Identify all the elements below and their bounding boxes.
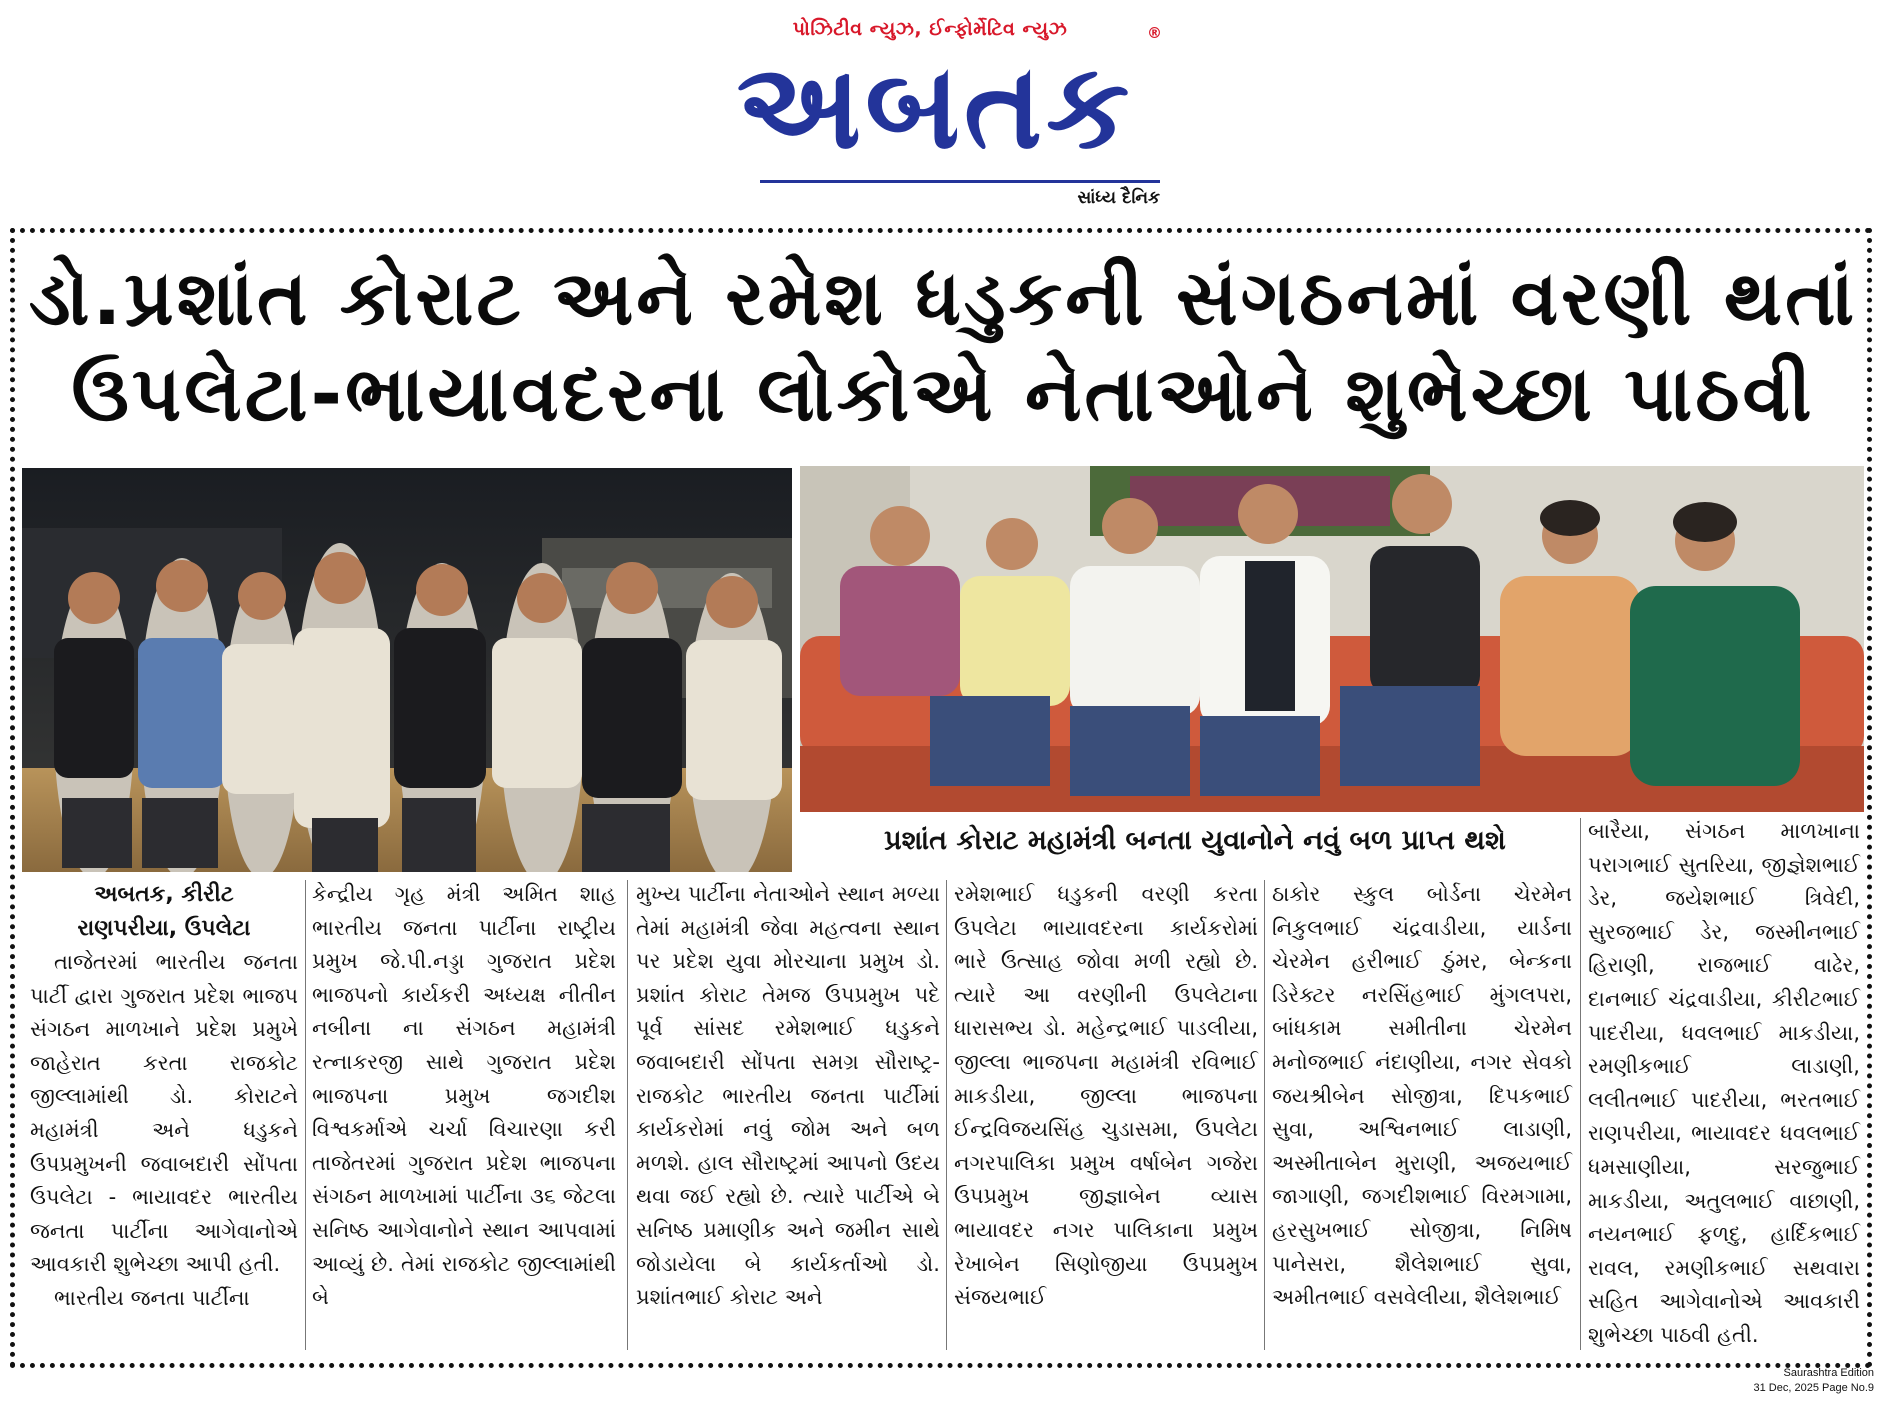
edition-info [1754,1366,1874,1396]
registered-mark: ® [1147,24,1162,42]
column-divider [1264,880,1265,1350]
byline-reporter: અબતક, કીરીટ [94,882,234,907]
masthead-subtitle: સાંધ્ય દૈનિક [1077,188,1160,208]
edition-date-page: 31 Dec, 2025 Page No.9 [1753,1382,1874,1394]
masthead-tagline: પોઝિટીવ ન્યુઝ, ઈન્ફોર્મેટિવ ન્યુઝ [792,18,1068,40]
article-paragraph: બારૈયા, સંગઠન માળખાના પરાગભાઈ સુતરિયા, જીજ્ઞેશભાઈ ડેર, જયેશભાઈ ત્રિવેદી, સુરજભાઈ ડેર, જસ્મીનભાઈ હિરાણી, રાજભાઈ વાઢેર, દાનભાઈ ચંદ્રવાડીયા, કીરીટભાઈ પાદરીયા, ધવલભાઈ માકડીયા, રમણીકભાઈ લાડાણી, લલીતભાઈ પાદરીયા, ભરતભાઈ રાણપરીયા, ભાયાવદર ધવલભાઈ ધમસાણીયા, સરજુભાઈ માકડીયા, અતુલભાઈ વાછાણી, નયનભાઈ ફળદુ, હાર્દિકભાઈ રાવલ, રમણીકભાઈ સથવારા સહિત આગેવાનોએ આવકારી શુભેચ્છા પાઠવી હતી. [1588,819,1860,1347]
article-paragraph: કેન્દ્રીય ગૃહ મંત્રી અમિત શાહ ભારતીય જનતા પાર્ટીના રાષ્ટ્રીય પ્રમુખ જે.પી.નડ્ડા ગુજરાત પ્રદેશ ભાજપનો કાર્યકરી અધ્યક્ષ નીતીન નબીના ના સંગઠન મહામંત્રી રત્નાકરજી સાથે ગુજરાત પ્રદેશ ભાજપના પ્રમુખ જગદીશ વિશ્વકર્માએ ચર્ચા વિચારણા કરી તાજેતરમાં ગુજરાત પ્રદેશ ભાજપના સંગઠન માળખામાં પાર્ટીના ૩૬ જેટલા સનિષ્ઠ આગેવાનોને સ્થાન આપવામાં આવ્યું છે. તેમાં રાજકોટ જીલ્લામાંથી બે [312,882,616,1310]
article-paragraph: રમેશભાઈ ધડુકની વરણી કરતા ઉપલેટા ભાયાવદરના કાર્યકરોમાં ભારે ઉત્સાહ જોવા મળી રહ્યો છે. ત્યારે આ વરણીની ઉપલેટાના ધારાસભ્ય ડો. મહેન્દ્રભાઈ પાડલીયા, જીલ્લા ભાજપના મહામંત્રી રવિભાઈ માકડીયા, જીલ્લા ભાજપના ઈન્દ્રવિજયસિંહ ચુડાસમા, ઉપલેટા નગરપાલિકા પ્રમુખ વર્ષાબેન ગજેરા ઉપપ્રમુખ જીજ્ઞાબેન વ્યાસ ભાયાવદર નગર પાલિકાના પ્રમુખ રેખાબેન સિણોજીયા ઉપપ્રમુખ સંજયભાઈ [954,882,1258,1310]
article-column-5 [1272,878,1572,1315]
byline-location: રાણપરીયા, ઉપલેટા [77,916,251,941]
article-column-6 [1588,815,1860,1353]
group-photo-outdoor [22,468,792,872]
newspaper-logo: અબતક [736,37,1134,175]
column-divider [946,880,947,1350]
headline-line-2: ઉપલેટા-ભાયાવદરના લોકોએ નેતાઓને શુભેચ્છા પાઠવી [71,349,1815,438]
article-paragraph: તાજેતરમાં ભારતીય જનતા પાર્ટી દ્વારા ગુજરાત પ્રદેશ ભાજપ સંગઠન માળખાને પ્રદેશ પ્રમુખે જાહેરાત કરતા રાજકોટ જીલ્લામાંથી ડો. કોરાટને મહામંત્રી અને ધડુકને ઉપપ્રમુખની જવાબદારી સોંપતા ઉપલેટા - ભાયાવદર ભારતીય જનતા પાર્ટીના આગેવાનોએ આવકારી શુભેચ્છા આપી હતી. [30,950,298,1277]
article-column-2 [312,878,616,1315]
photo-caption: પ્રશાંત કોરાટ મહામંત્રી બનતા યુવાનોને નવું બળ પ્રાપ્ત થશે [884,825,1506,856]
group-photo-indoor [800,466,1864,812]
article-column-4 [954,878,1258,1315]
headline [20,250,1866,442]
article-paragraph: મુખ્ય પાર્ટીના નેતાઓને સ્થાન મળ્યા તેમાં મહામંત્રી જેવા મહત્વના સ્થાન પર પ્રદેશ યુવા મોરચાના પ્રમુખ ડો. પ્રશાંત કોરાટ તેમજ ઉપપ્રમુખ પદે પૂર્વ સાંસદ રમેશભાઈ ધડુકને જવાબદારી સોંપતા સમગ્ર સૌરાષ્ટ્ર-રાજકોટ ભારતીય જનતા પાર્ટીમાં કાર્યકરોમાં નવું જોમ અને બળ મળશે. હાલ સૌરાષ્ટ્રમાં આપનો ઉદય થવા જઈ રહ્યો છે. ત્યારે પાર્ટીએ બે સનિષ્ઠ પ્રમાણીક અને જમીન સાથે જોડાયેલા બે કાર્યકર્તાઓ ડો. પ્રશાંતભાઈ કોરાટ અને [636,882,940,1310]
column-divider [627,880,628,1350]
article-paragraph: ઠાકોર સ્કુલ બોર્ડના ચેરમેન નિકુલભાઈ ચંદ્રવાડીયા, યાર્ડના ચેરમેન હરીભાઈ ઠુંમર, બેન્કના ડિરેક્ટર નરસિંહભાઈ મુંગલપરા, બાંધકામ સમીતીના ચેરમેન મનોજભાઈ નંદાણીયા, નગર સેવકો જયશ્રીબેન સોજીત્રા, દિપકભાઈ સુવા, અશ્વિનભાઈ લાડાણી, અસ્મીતાબેન મુરાણી, અજયભાઈ જાગાણી, જગદીશભાઈ વિરમગામા, હરસુખભાઈ સોજીત્રા, નિમિષ પાનેસરા, શૈલેશભાઈ સુવા, અમીતભાઈ વસવેલીયા, શૈલેશભાઈ [1272,882,1572,1310]
column-divider [1580,818,1581,1350]
masthead [700,18,1170,208]
logo-underline [760,180,1160,183]
headline-line-1: ડો.પ્રશાંત કોરાટ અને રમેશ ધડુકની સંગઠનમાં વરણી થતાં [28,253,1858,342]
article-column-1 [30,878,298,1316]
article-column-3 [636,878,940,1315]
edition-name: Saurashtra Edition [1783,1367,1874,1379]
column-divider [305,880,306,1350]
article-paragraph: ભારતીય જનતા પાર્ટીના [54,1285,250,1310]
